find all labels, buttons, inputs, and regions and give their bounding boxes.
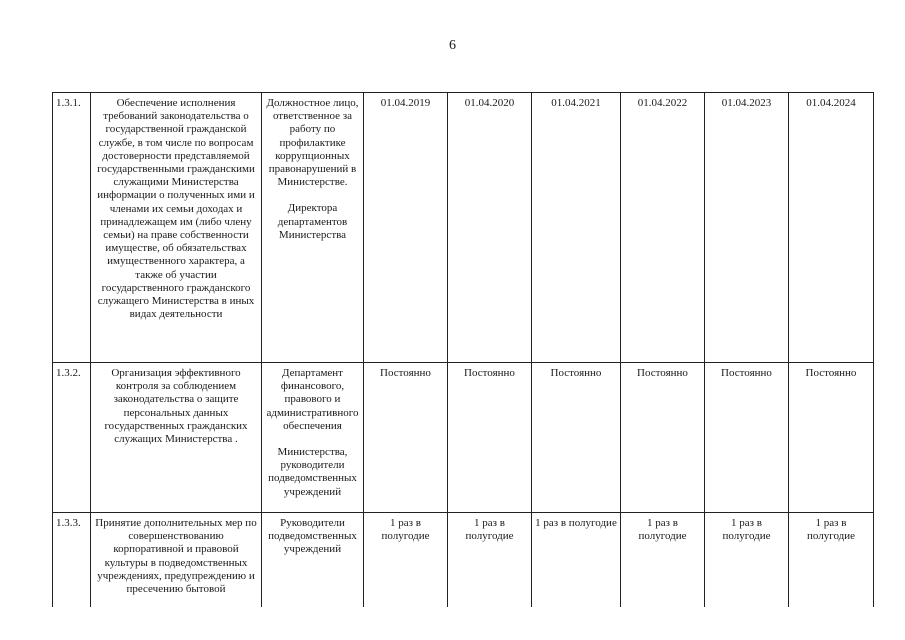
responsible-cell: [262, 93, 364, 363]
term-2019: 1 раз в полугодие: [364, 513, 448, 607]
term-2019: 01.04.2019: [364, 93, 448, 363]
responsible-text: Должностное лицо, ответственное за работу по профилактике коррупционных правонарушений в Министерстве.: [266, 97, 359, 189]
responsible-text: Директора департаментов Министерства: [277, 202, 348, 241]
table-row: [53, 93, 874, 363]
term-2024: 01.04.2024: [789, 93, 874, 363]
action-text: Принятие дополнительных мер по совершенствованию корпоративной и правовой культуры в подведомственных учреждениях, предупреждению и пресечению бытовой: [91, 513, 262, 607]
action-text: Организация эффективного контроля за соблюдением законодательства о защите персональных данных государственных гражданских служащих Министерства .: [91, 363, 262, 513]
term-2020: 01.04.2020: [448, 93, 532, 363]
action-plan-table: [52, 92, 874, 607]
page-number: 6: [449, 38, 456, 53]
term-2023: Постоянно: [705, 363, 789, 513]
responsible-cell: [262, 363, 364, 513]
row-number: 1.3.2.: [53, 363, 91, 513]
term-2023: 1 раз в полугодие: [705, 513, 789, 607]
term-2020: 1 раз в полугодие: [448, 513, 532, 607]
responsible-text: Министерства, руководители подведомственных учреждений: [268, 446, 357, 498]
term-2021: 01.04.2021: [532, 93, 621, 363]
responsible-text: Руководители подведомственных учреждений: [268, 517, 357, 556]
table-row: [53, 363, 874, 513]
term-2024: 1 раз в полугодие: [789, 513, 874, 607]
term-2020: Постоянно: [448, 363, 532, 513]
term-2021: Постоянно: [532, 363, 621, 513]
term-2024: Постоянно: [789, 363, 874, 513]
responsible-text: Департамент финансового, правового и административного обеспечения: [266, 367, 359, 432]
term-2023: 01.04.2023: [705, 93, 789, 363]
term-2021: 1 раз в полугодие: [532, 513, 621, 607]
term-2022: Постоянно: [621, 363, 705, 513]
term-2022: 1 раз в полугодие: [621, 513, 705, 607]
responsible-cell: [262, 513, 364, 607]
row-number: 1.3.1.: [53, 93, 91, 363]
term-2019: Постоянно: [364, 363, 448, 513]
action-text: Обеспечение исполнения требований законодательства о государственной гражданской службе, в том числе по вопросам достоверности представляемой государственными гражданскими служащими Министерства информации о полученных ими и членами их семьи доходах и принадлежащем им (либо члену семьи) на праве собственности имуществе, об обязательствах имущественного характера, а также об участии государственного гражданского служащего Министерства в иных видах деятельности: [91, 93, 262, 363]
table-row: [53, 513, 874, 607]
row-number: 1.3.3.: [53, 513, 91, 607]
term-2022: 01.04.2022: [621, 93, 705, 363]
